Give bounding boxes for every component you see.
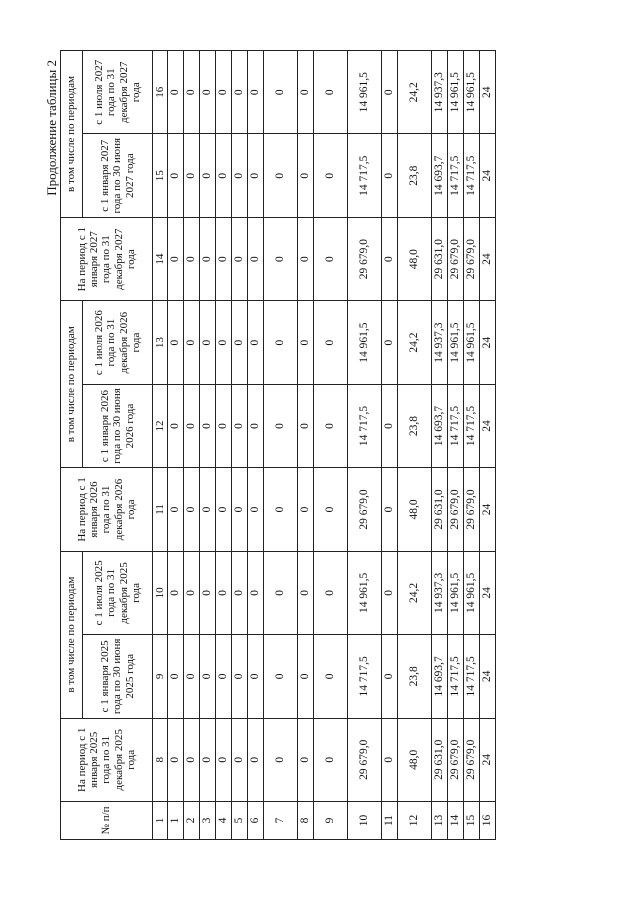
table-row: [200, 51, 216, 840]
column-number: 14: [153, 217, 168, 300]
table-cell: 14 717,5: [348, 134, 382, 217]
table-cell: 0: [248, 468, 264, 551]
table-cell: 0: [264, 468, 298, 551]
header-sub-h1-2027: с 1 января 2027 года по 30 июня 2027 года: [83, 134, 153, 217]
table-row: [184, 51, 200, 840]
table-row: [314, 51, 348, 840]
table-cell: 0: [314, 718, 348, 801]
table-cell: 0: [200, 51, 216, 135]
table-cell: 0: [314, 301, 348, 384]
table-cell: 48,0: [398, 468, 432, 551]
table-cell: 0: [248, 134, 264, 217]
table-cell: 0: [382, 51, 398, 135]
header-period-2027: На период с 1 января 2027 года по 31 декабря 2027 года: [61, 217, 153, 300]
table-cell: 48,0: [398, 217, 432, 300]
table-row: [348, 51, 382, 840]
table-row: [398, 51, 432, 840]
table-cell: 0: [382, 217, 398, 300]
table-cell: 24: [480, 301, 496, 384]
table-row: [168, 51, 184, 840]
table-cell: 0: [168, 551, 184, 634]
table-cell: 0: [216, 384, 232, 467]
row-number: 13: [432, 802, 448, 840]
header-sub-h2-2025: с 1 июля 2025 года по 31 декабря 2025 года: [83, 551, 153, 634]
table-cell: 0: [184, 217, 200, 300]
column-number: 9: [153, 635, 168, 718]
table-cell: 0: [184, 551, 200, 634]
table-cell: 0: [264, 551, 298, 634]
table-cell: 0: [232, 718, 248, 801]
header-group-2027: в том числе по периодам: [61, 51, 83, 218]
table-cell: 0: [216, 134, 232, 217]
table-cell: 29 679,0: [348, 718, 382, 801]
table-cell: 48,0: [398, 718, 432, 801]
table-cell: 24: [480, 551, 496, 634]
table-cell: 29 679,0: [448, 468, 464, 551]
table-cell: 0: [382, 301, 398, 384]
table-cell: 0: [298, 551, 314, 634]
table-cell: 29 631,0: [432, 718, 448, 801]
header-sub-h1-2025: с 1 января 2025 года по 30 июня 2025 года: [83, 635, 153, 718]
table-row: [248, 51, 264, 840]
row-number: 7: [264, 802, 298, 840]
table-cell: 0: [314, 134, 348, 217]
table-cell: 0: [232, 51, 248, 135]
table-cell: 29 679,0: [348, 468, 382, 551]
table-cell: 24: [480, 134, 496, 217]
table-cell: 0: [248, 51, 264, 135]
row-number: 2: [184, 802, 200, 840]
table-cell: 14 961,5: [348, 301, 382, 384]
table-cell: 14 717,5: [464, 134, 480, 217]
table-cell: 14 961,5: [464, 551, 480, 634]
table-cell: 14 717,5: [448, 635, 464, 718]
table-cell: 0: [248, 384, 264, 467]
table-cell: 0: [232, 301, 248, 384]
table-cell: 0: [382, 551, 398, 634]
table-cell: 0: [200, 551, 216, 634]
row-number: 15: [464, 802, 480, 840]
table-cell: 14 717,5: [464, 635, 480, 718]
table-row: [216, 51, 232, 840]
table-cell: 0: [264, 301, 298, 384]
table-cell: 0: [168, 635, 184, 718]
table-cell: 29 631,0: [432, 217, 448, 300]
column-number: 16: [153, 51, 168, 135]
table-cell: 0: [382, 384, 398, 467]
table-row: [432, 51, 448, 840]
table-cell: 0: [382, 718, 398, 801]
table-cell: 0: [314, 51, 348, 135]
table-cell: 0: [232, 551, 248, 634]
table-cell: 0: [298, 301, 314, 384]
row-number: 8: [298, 802, 314, 840]
table-cell: 14 717,5: [348, 635, 382, 718]
row-number: 11: [382, 802, 398, 840]
table-cell: 0: [314, 217, 348, 300]
table-cell: 0: [264, 635, 298, 718]
table-cell: 23,8: [398, 384, 432, 467]
table-cell: 14 961,5: [464, 51, 480, 135]
table-row: [448, 51, 464, 840]
table-cell: 0: [298, 718, 314, 801]
table-cell: 0: [298, 468, 314, 551]
table-cell: 14 717,5: [448, 384, 464, 467]
table-cell: 24: [480, 635, 496, 718]
table-cell: 14 717,5: [464, 384, 480, 467]
column-number: 13: [153, 301, 168, 384]
table-caption: Продолжение таблицы 2: [44, 60, 59, 196]
table-cell: 0: [264, 134, 298, 217]
header-sub-h2-2026: с 1 июля 2026 года по 31 декабря 2026 года: [83, 301, 153, 384]
table-row: [298, 51, 314, 840]
table-cell: 0: [168, 718, 184, 801]
table-cell: 24: [480, 384, 496, 467]
table-cell: 0: [298, 217, 314, 300]
table-cell: 14 937,3: [432, 551, 448, 634]
table-cell: 0: [184, 718, 200, 801]
table-cell: 0: [216, 551, 232, 634]
table-cell: 14 717,5: [348, 384, 382, 467]
table-cell: 0: [168, 134, 184, 217]
table-cell: 0: [184, 635, 200, 718]
table-cell: 23,8: [398, 635, 432, 718]
table-cell: 0: [314, 635, 348, 718]
table-cell: 0: [248, 217, 264, 300]
table-cell: 0: [264, 217, 298, 300]
table-cell: 0: [382, 134, 398, 217]
header-period-2025: На период с 1 января 2025 года по 31 декабря 2025 года: [61, 718, 153, 801]
table-cell: 0: [184, 134, 200, 217]
table-cell: 0: [200, 718, 216, 801]
table-cell: 0: [184, 51, 200, 135]
table-cell: 23,8: [398, 134, 432, 217]
column-number: 15: [153, 134, 168, 217]
table-cell: 14 937,3: [432, 301, 448, 384]
table-cell: 14 693,7: [432, 384, 448, 467]
table-cell: 0: [298, 384, 314, 467]
table-cell: 0: [184, 384, 200, 467]
table-cell: 14 937,3: [432, 51, 448, 135]
table-cell: 0: [232, 217, 248, 300]
table-cell: 29 679,0: [464, 718, 480, 801]
table-cell: 0: [232, 468, 248, 551]
table-cell: 24: [480, 718, 496, 801]
column-number: 1: [153, 802, 168, 840]
table-cell: 0: [264, 384, 298, 467]
table-cell: 0: [200, 635, 216, 718]
table-cell: 0: [248, 301, 264, 384]
table-cell: 29 679,0: [348, 217, 382, 300]
table-cell: 29 679,0: [464, 468, 480, 551]
table-cell: 14 961,5: [448, 301, 464, 384]
header-num: № п/п: [61, 802, 153, 840]
column-number-row: [153, 51, 168, 840]
header-group-2026: в том числе по периодам: [61, 301, 83, 468]
column-number: 11: [153, 468, 168, 551]
table-cell: 14 961,5: [348, 551, 382, 634]
table-row: [480, 51, 496, 840]
table-cell: 0: [168, 301, 184, 384]
table-cell: 14 961,5: [448, 51, 464, 135]
row-number: 3: [200, 802, 216, 840]
rotated-content: [40, 50, 640, 850]
table-cell: 0: [248, 718, 264, 801]
table-cell: 0: [382, 635, 398, 718]
table-cell: 14 693,7: [432, 635, 448, 718]
row-number: 1: [168, 802, 184, 840]
row-number: 4: [216, 802, 232, 840]
header-sub-h1-2026: с 1 января 2026 года по 30 июня 2026 года: [83, 384, 153, 467]
table-cell: 0: [168, 384, 184, 467]
row-number: 12: [398, 802, 432, 840]
table-cell: 0: [298, 51, 314, 135]
table-cell: 0: [232, 134, 248, 217]
table-row: [382, 51, 398, 840]
table-cell: 0: [314, 551, 348, 634]
column-number: 12: [153, 384, 168, 467]
row-number: 14: [448, 802, 464, 840]
table-cell: 0: [184, 468, 200, 551]
table-cell: 24,2: [398, 301, 432, 384]
table-cell: 0: [248, 635, 264, 718]
table-cell: 0: [382, 468, 398, 551]
table-cell: 29 679,0: [464, 217, 480, 300]
table-cell: 0: [216, 301, 232, 384]
table-cell: 0: [298, 635, 314, 718]
row-number: 10: [348, 802, 382, 840]
table-cell: 0: [216, 635, 232, 718]
table-row: [232, 51, 248, 840]
table-cell: 24,2: [398, 51, 432, 135]
header-sub-h2-2027: с 1 июля 2027 года по 31 декабря 2027 года: [83, 51, 153, 135]
table-cell: 0: [216, 718, 232, 801]
table-cell: 0: [216, 217, 232, 300]
column-number: 8: [153, 718, 168, 801]
table-row: [464, 51, 480, 840]
row-number: 9: [314, 802, 348, 840]
table-cell: 14 961,5: [348, 51, 382, 135]
table-cell: 14 961,5: [448, 551, 464, 634]
table-cell: 0: [314, 468, 348, 551]
table-cell: 0: [216, 51, 232, 135]
table-cell: 24: [480, 217, 496, 300]
column-number: 10: [153, 551, 168, 634]
table-cell: 0: [314, 384, 348, 467]
table-cell: 0: [232, 635, 248, 718]
table-cell: 14 961,5: [464, 301, 480, 384]
row-number: 5: [232, 802, 248, 840]
header-period-2026: На период с 1 января 2026 года по 31 декабря 2026 года: [61, 468, 153, 551]
table-cell: 0: [200, 217, 216, 300]
table-cell: 24: [480, 468, 496, 551]
table-cell: 0: [248, 551, 264, 634]
table-cell: 14 717,5: [448, 134, 464, 217]
table-cell: 0: [200, 384, 216, 467]
table-cell: 0: [168, 51, 184, 135]
table-cell: 24,2: [398, 551, 432, 634]
table-cell: 24: [480, 51, 496, 135]
table-cell: 0: [200, 468, 216, 551]
header-group-2025: в том числе по периодам: [61, 551, 83, 718]
table-cell: 0: [264, 718, 298, 801]
table-cell: 29 679,0: [448, 718, 464, 801]
row-number: 16: [480, 802, 496, 840]
table-cell: 0: [200, 134, 216, 217]
table-cell: 29 679,0: [448, 217, 464, 300]
table-cell: 29 631,0: [432, 468, 448, 551]
table-cell: 0: [216, 468, 232, 551]
row-number: 6: [248, 802, 264, 840]
table-cell: 0: [298, 134, 314, 217]
table-cell: 0: [232, 384, 248, 467]
table-cell: 0: [184, 301, 200, 384]
table-cell: 0: [200, 301, 216, 384]
table-cell: 0: [168, 468, 184, 551]
table-row: [264, 51, 298, 840]
table-body: [168, 51, 496, 840]
table-cell: 14 693,7: [432, 134, 448, 217]
table-cell: 0: [264, 51, 298, 135]
data-table: [60, 50, 496, 840]
table-cell: 0: [168, 217, 184, 300]
